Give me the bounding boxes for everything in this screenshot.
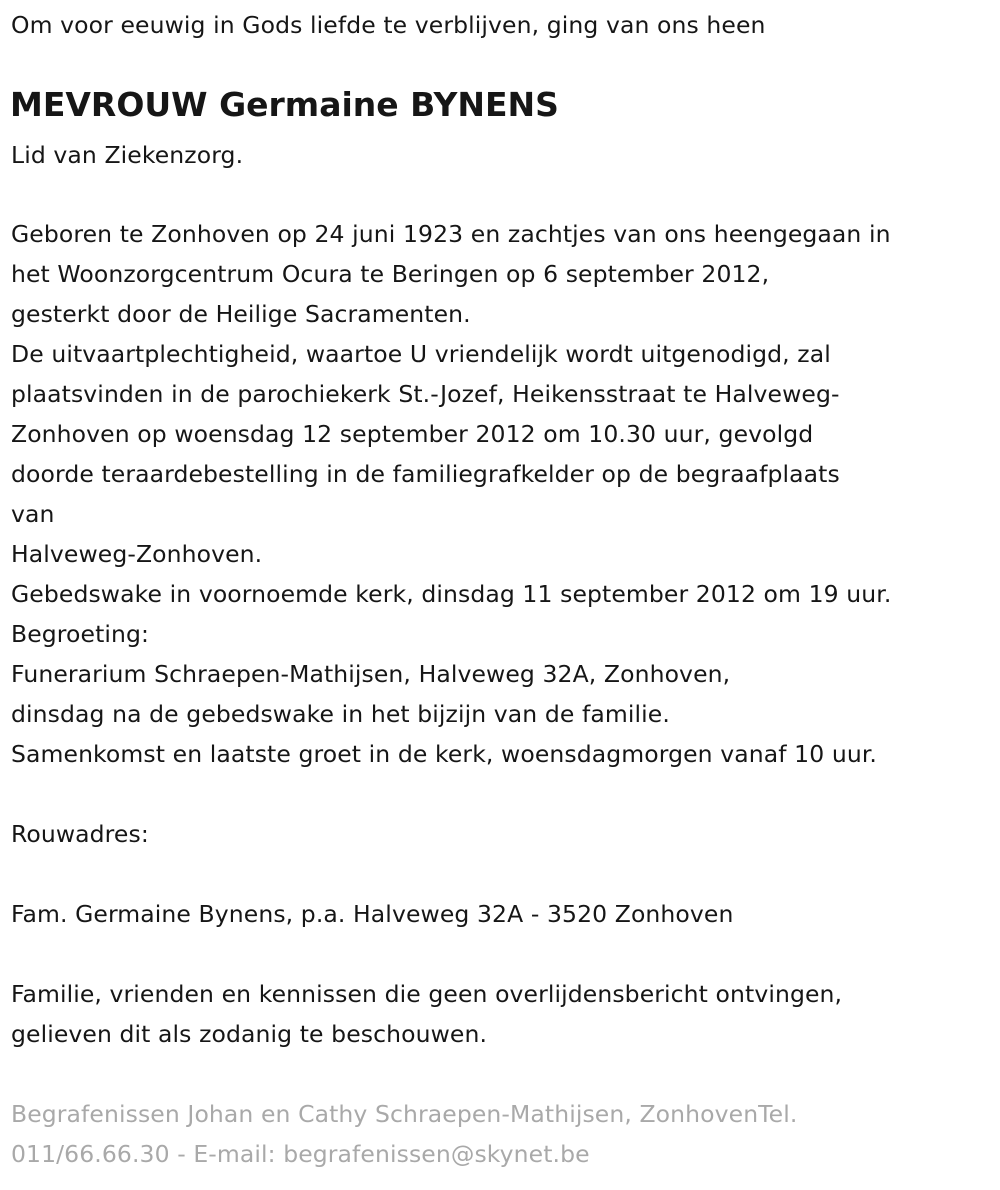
intro-text: Om voor eeuwig in Gods liefde te verblijven, ging van ons heen xyxy=(11,11,766,39)
address: Fam. Germaine Bynens, p.a. Halveweg 32A - 3520 Zonhoven xyxy=(11,900,734,928)
body-line: plaatsvinden in de parochiekerk St.-Jozef, Heikensstraat te Halveweg- xyxy=(11,380,840,408)
body-line: Zonhoven op woensdag 12 september 2012 om 10.30 uur, gevolgd xyxy=(11,420,814,448)
body-line: van xyxy=(11,500,55,528)
body-line: Gebedswake in voornoemde kerk, dinsdag 11 september 2012 om 19 uur. xyxy=(11,580,892,608)
body-line: doorde teraardebestelling in de familiegrafkelder op de begraafplaats xyxy=(11,460,840,488)
subtitle: Lid van Ziekenzorg. xyxy=(11,141,244,169)
notice-line: Familie, vrienden en kennissen die geen overlijdensbericht ontvingen, xyxy=(11,980,843,1008)
deceased-name: MEVROUW Germaine BYNENS xyxy=(10,85,559,124)
body-line: gesterkt door de Heilige Sacramenten. xyxy=(11,300,471,328)
body-line: Funerarium Schraepen-Mathijsen, Halveweg 32A, Zonhoven, xyxy=(11,660,731,688)
footer-line: Begrafenissen Johan en Cathy Schraepen-Mathijsen, ZonhovenTel. xyxy=(11,1100,798,1128)
body-line: Halveweg-Zonhoven. xyxy=(11,540,263,568)
body-line: het Woonzorgcentrum Ocura te Beringen op 6 september 2012, xyxy=(11,260,770,288)
body-line: Begroeting: xyxy=(11,620,150,648)
body-line: dinsdag na de gebedswake in het bijzijn van de familie. xyxy=(11,700,670,728)
notice-line: gelieven dit als zodanig te beschouwen. xyxy=(11,1020,488,1048)
body-line: Samenkomst en laatste groet in de kerk, woensdagmorgen vanaf 10 uur. xyxy=(11,740,878,768)
footer-line: 011/66.66.30 - E-mail: begrafenissen@skynet.be xyxy=(11,1140,590,1168)
body-line: De uitvaartplechtigheid, waartoe U vriendelijk wordt uitgenodigd, zal xyxy=(11,340,831,368)
body-line: Geboren te Zonhoven op 24 juni 1923 en zachtjes van ons heengegaan in xyxy=(11,220,891,248)
address-label: Rouwadres: xyxy=(11,820,149,848)
